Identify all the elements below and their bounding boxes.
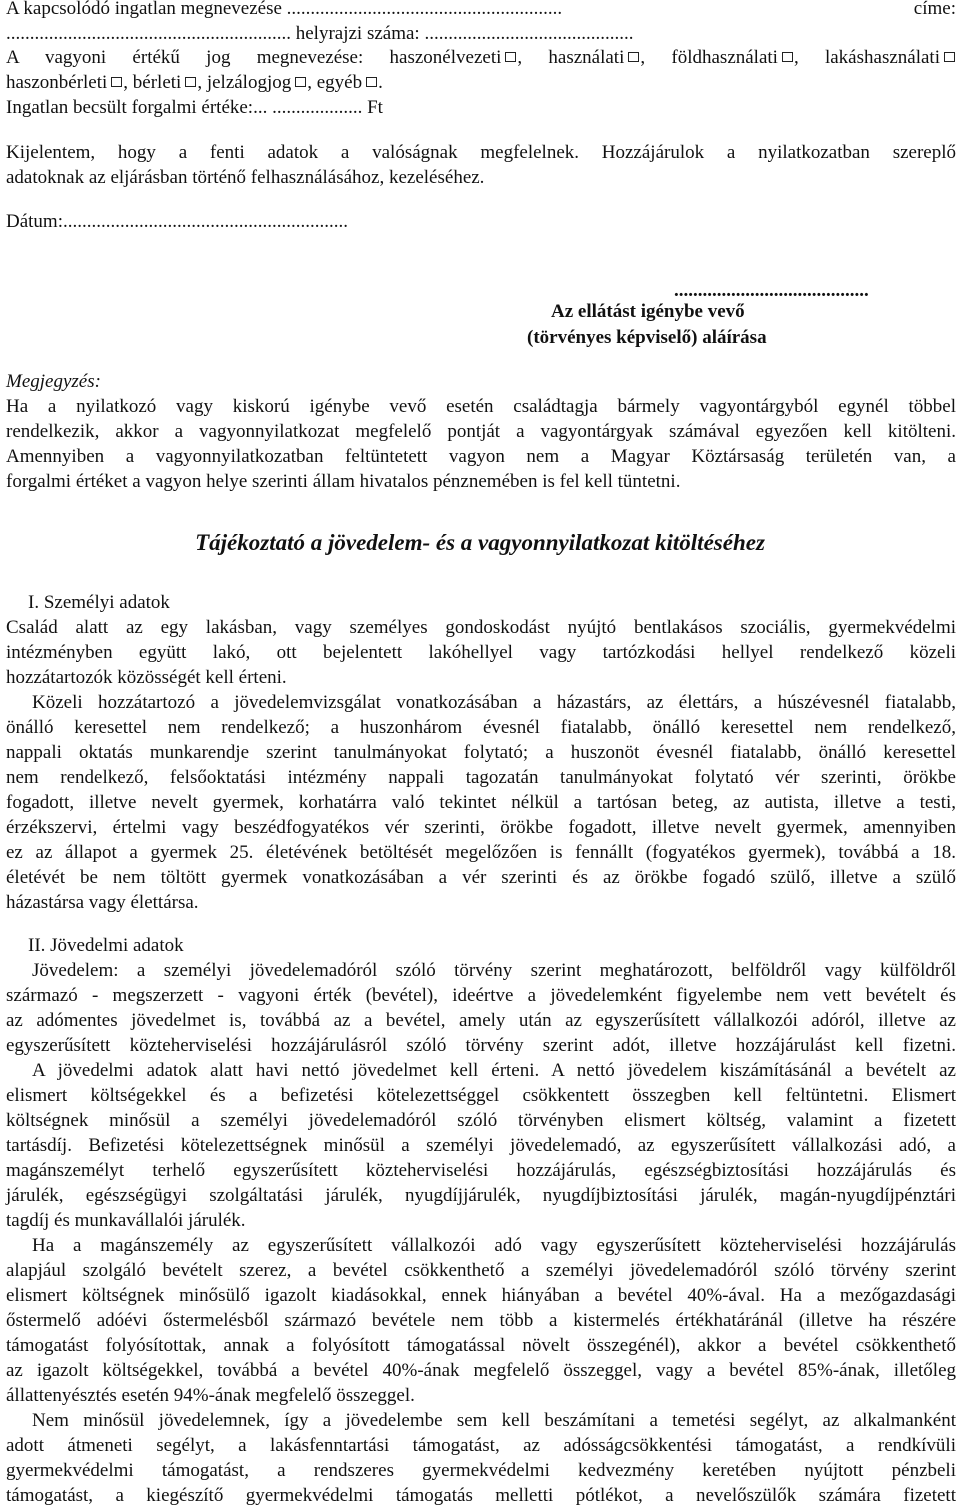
market-value-line: Ingatlan becsült forgalmi értéke:... ................... Ft — [6, 97, 383, 118]
section-1-line: házastársa vagy élettársa. — [6, 892, 199, 913]
section-1-line: önálló keresettel nem rendelkező; a huszonhárom évesnél fiatalabb, önálló keresettel nem rendelkező, — [6, 717, 956, 738]
section-2-line: egyszerűsített közteherviselési hozzájárulásról szóló törvény szerint adót, illetve hozzájárulást kell fizetni. — [6, 1035, 956, 1056]
note-line: forgalmi értéket a vagyon helye szerinti állam hivatalos pénznemében is fel kell tüntetni. — [6, 471, 681, 492]
guide-title: Tájékoztató a jövedelem- és a vagyonnyilatkozat kitöltéséhez — [195, 530, 765, 555]
section-2-line: támogatást, a kiegészítő gyermekvédelmi támogatás melletti pótlékot, a nevelőszülők számára fizetett — [6, 1485, 956, 1506]
signature-label-1: Az ellátást igénybe vevő — [551, 301, 745, 322]
section-2-line: magánszemélyt terhelő egyszerűsített közteherviselési hozzájárulás, egészségbiztosítási hozzájárulás és — [6, 1160, 956, 1181]
option-berleti: , bérleti — [123, 72, 182, 93]
section-1-line: Közeli hozzátartozó a jövedelemvizsgálat vonatkozásában a házastárs, az élettárs, a húszévesnél fiatalabb, — [32, 692, 956, 713]
checkbox-lakashasznalati[interactable] — [944, 52, 955, 62]
section-2-line: az adómentes jövedelmet is, továbbá az a bevétel, amely után az egyszerűsített vállalkozói adóról, illetve az — [6, 1010, 956, 1031]
option-haszonberleti: haszonbérleti — [6, 72, 108, 93]
property-name-line — [6, 0, 956, 21]
option-hasznalati: , használati — [517, 47, 625, 68]
section-2-heading: II. Jövedelmi adatok — [28, 935, 184, 956]
lot-number-line: ............................................................ helyrajzi száma: ............................................ — [6, 23, 634, 44]
checkbox-egyeb[interactable] — [366, 77, 377, 87]
option-egyeb: , egyéb — [307, 72, 363, 93]
checkbox-haszonelvezeti[interactable] — [505, 52, 516, 62]
section-2-line: Jövedelem: a személyi jövedelemadóról szóló törvény szerint meghatározott, belföldről vagy külföldről — [32, 960, 956, 981]
period: . — [378, 72, 383, 93]
right-type-label: A vagyoni értékű jog megnevezése: haszonélvezeti — [6, 47, 502, 68]
section-2-line: alapjául szolgáló bevételt szerez, a bevétel csökkenthető a személyi jövedelemadóról szóló törvény szerint — [6, 1260, 956, 1281]
section-1-line: hozzátartozók közösségét kell érteni. — [6, 667, 287, 688]
section-1-line: nappali oktatás munkarendje szerint tanulmányokat folytató; a huszonöt évesnél fiatalabb, önálló keresettel — [6, 742, 956, 763]
section-2-line: tartásdíj. Befizetési kötelezettségnek minősül a személyi jövedelemadó, az egyszerűsített vállalkozási adó, a — [6, 1135, 956, 1156]
note-line: Amennyiben a vagyonnyilatkozatban feltüntetett vagyon nem a Magyar Köztársaság területén van, a — [6, 446, 956, 467]
signature-line: ......................................... — [674, 280, 869, 301]
section-1-line: Család alatt az egy lakásban, vagy személyes gondoskodást nyújtó bentlakásos szociális, gyermekvédelmi — [6, 617, 956, 638]
option-foldhasznalati: , földhasználati — [640, 47, 778, 68]
section-2-line: gyermekvédelmi támogatást, a rendszeres gyermekvédelmi kedvezmény keretében nyújtott pénzbeli — [6, 1460, 956, 1481]
section-1-line: érzékszervi, értelmi vagy beszédfogyatékos vér szerinti, örökbe fogadott, illetve nevelt gyermek, amennyiben — [6, 817, 956, 838]
section-1-line: intézményben együtt lakó, ott bejelentett lakóhellyel vagy tartózkodási hellyel rendelkező közeli — [6, 642, 956, 663]
option-jelzalogjog: , jelzálogjog — [197, 72, 292, 93]
section-2-line: őstermelő adóévi őstermelésből származó bevétele nem több a kistermelés értékhatáránál (illetve ha részére — [6, 1310, 956, 1331]
section-2-line: származó - megszerzett - vagyoni érték (bevétel), ideértve a jövedelemként figyelembe nem vett bevételt és — [6, 985, 956, 1006]
right-type-line-2 — [6, 71, 956, 95]
section-1-line: életévét be nem töltött gyermek vonatkozásában a vér szerinti és az örökbe fogadó szülő, illetve a szülő — [6, 867, 956, 888]
checkbox-haszonberleti[interactable] — [111, 77, 122, 87]
declaration-line-2: adatoknak az eljárásban történő felhasználásához, kezeléséhez. — [6, 167, 485, 188]
signature-label-2: (törvényes képviselő) aláírása — [527, 327, 767, 348]
address-label: címe: — [913, 0, 956, 19]
section-1-line: nem rendelkező, felsőoktatási intézmény nappali tagozatán tanulmányokat folytató vér szerinti, örökbe — [6, 767, 956, 788]
section-2-line: A jövedelmi adatok alatt havi nettó jövedelmet kell érteni. A nettó jövedelem kiszámításánál a bevételt az — [32, 1060, 956, 1081]
section-2-line: elismert költségekkel és a befizetési kötelezettséggel csökkentett összegben kell feltüntetni. Elismert — [6, 1085, 956, 1106]
section-2-line: állattenyésztés esetén 94%-ának megfelelő összeggel. — [6, 1385, 415, 1406]
property-name-label: A kapcsolódó ingatlan megnevezése .......................................................... — [6, 0, 563, 19]
section-2-line: járulék, egészségügyi szolgáltatási járulék, nyugdíjjárulék, nyugdíjbiztosítási járulék, magán-nyugdíjpénztári — [6, 1185, 956, 1206]
option-lakashasznalati: , lakáshasználati — [793, 47, 940, 68]
checkbox-berleti[interactable] — [185, 77, 196, 87]
section-1-heading: I. Személyi adatok — [28, 592, 170, 613]
checkbox-jelzalogjog[interactable] — [295, 77, 306, 87]
section-2-line: az igazolt költségekkel, továbbá a bevétel 40%-ának megfelelő összeggel, vagy a bevétel 85%-ának, illetőleg — [6, 1360, 956, 1381]
section-2-line: adott átmeneti segélyt, a lakásfenntartási támogatást, az adósságcsökkentési támogatást, a rendkívüli — [6, 1435, 956, 1456]
declaration-line-1: Kijelentem, hogy a fenti adatok a valóságnak megfelelnek. Hozzájárulok a nyilatkozatban szereplő — [6, 142, 956, 163]
section-2-line: Nem minősül jövedelemnek, így a jövedelembe sem kell beszámítani a temetési segélyt, az alkalmanként — [32, 1410, 956, 1431]
right-type-line — [6, 46, 956, 70]
checkbox-foldhasznalati[interactable] — [782, 52, 793, 62]
section-1-line: fogadott, illetve nevelt gyermek, korhatárra való tekintet nélkül a tartósan beteg, az autista, illetve a testi, — [6, 792, 956, 813]
section-1-line: ez az állapot a gyermek 25. életévének betöltését megelőzően is fennállt (fogyatékos gyermek), továbbá a 18. — [6, 842, 956, 863]
section-2-line: költségnek minősül a személyi jövedelemadóról szóló törvényben elismert költség, valamint a fizetett — [6, 1110, 956, 1131]
note-line: Ha a nyilatkozó vagy kiskorú igénybe vevő esetén családtagja bármely vagyontárgyból egynél többel — [6, 396, 956, 417]
section-2-line: támogatást folyósítottak, annak a folyósított támogatással növelt összegénél), akkor a bevétel csökkenthető — [6, 1335, 956, 1356]
section-2-line: Ha a magánszemély az egyszerűsített vállalkozói adó vagy egyszerűsített közteherviselési hozzájárulás — [32, 1235, 956, 1256]
note-label: Megjegyzés: — [6, 371, 101, 392]
section-2-line: elismert költségnek minősülő igazolt kiadásokkal, ennek hiányában a bevétel 40%-ával. Ha a mezőgazdasági — [6, 1285, 956, 1306]
date-field: Dátum:............................................................ — [6, 211, 348, 232]
note-line: rendelkezik, akkor a vagyonnyilatkozat megfelelő pontját a vagyontárgyak számával egyezően kell kitölteni. — [6, 421, 956, 442]
checkbox-hasznalati[interactable] — [628, 52, 639, 62]
section-2-line: tagdíj és munkavállalói járulék. — [6, 1210, 246, 1231]
